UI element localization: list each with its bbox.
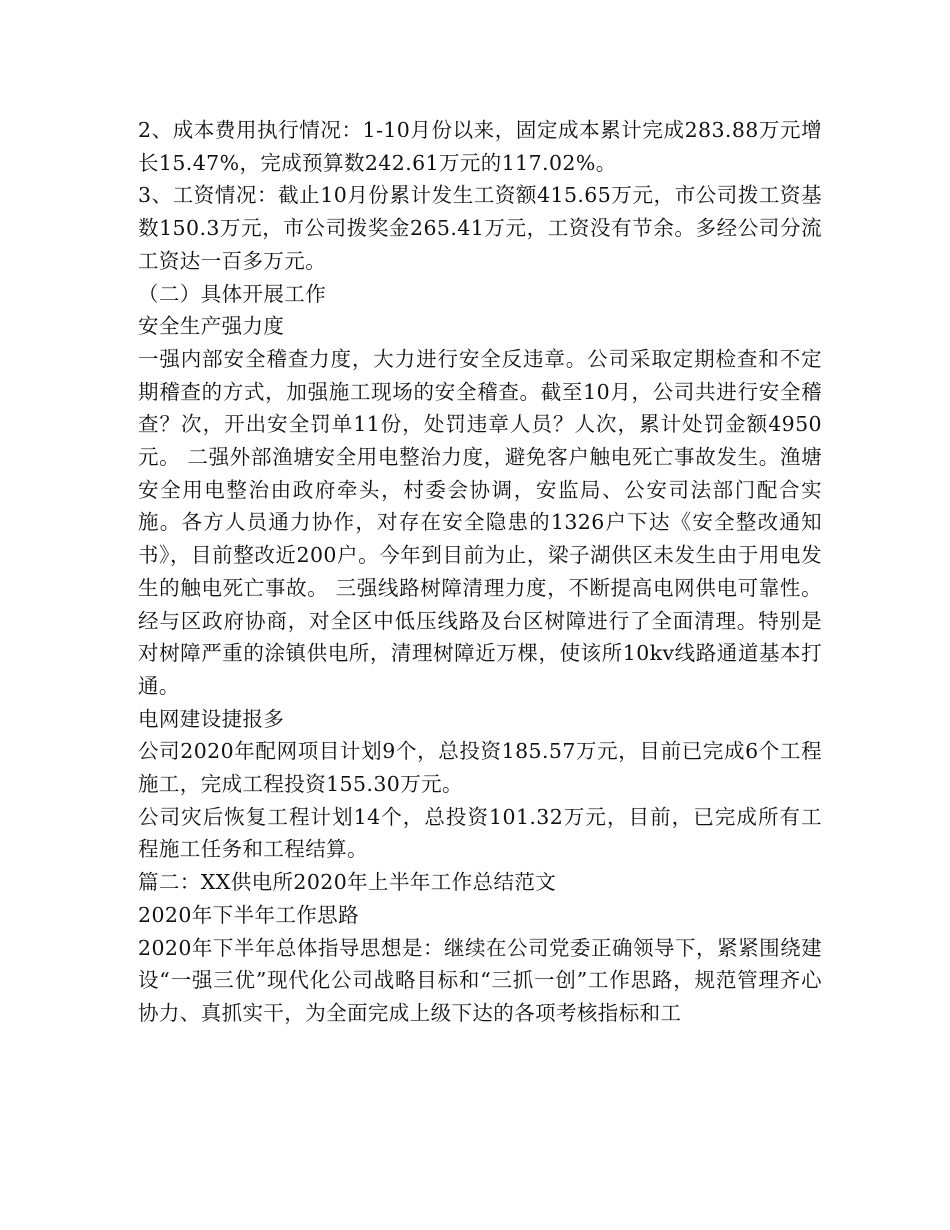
subheading-safety-production: 安全生产强力度 bbox=[138, 314, 285, 339]
paragraph-disaster-recovery: 公司灾后恢复工程计划14个，总投资101.32万元，目前，已完成所有工程施工任务和工程结算。 bbox=[138, 804, 822, 862]
subheading-second-half-plan: 2020年下半年工作思路 bbox=[138, 902, 359, 927]
article-title-part-two: 篇二：XX供电所2020年上半年工作总结范文 bbox=[138, 870, 557, 895]
section-heading-specific-work: （二）具体开展工作 bbox=[138, 281, 327, 306]
paragraph-safety-measures: 一强内部安全稽查力度，大力进行安全反违章。公司采取定期检查和不定期稽查的方式，加强施工现场的安全稽查。截至10月，公司共进行安全稽查？次，开出安全罚单11份，处罚违章人员？人次，累计处罚金额4950元。 二强外部渔塘安全用电整治力度，避免客户触电死亡事故发生。渔塘安全用电整治由政府牵头，村委会协调，安监局、公安司法部门配合实施。各方人员通力协作，对存在安全隐患的1326户下达《安全整改通知书》，目前整改近200户。今年到目前为止，梁子湖供区未发生由于用电发生的触电死亡事故。 三强线路树障清理力度，不断提高电网供电可靠性。经与区政府协商，对全区中低压线路及台区树障进行了全面清理。特别是对树障严重的涂镇供电所，清理树障近万棵，使该所10kv线路通道基本打通。 bbox=[138, 346, 822, 698]
paragraph-cost-execution: 2、成本费用执行情况：1-10月份以来，固定成本累计完成283.88万元增长15.47%，完成预算数242.61万元的117.02%。 bbox=[138, 118, 822, 175]
subheading-grid-construction: 电网建设捷报多 bbox=[138, 706, 285, 731]
paragraph-wage-status: 3、工资情况：截止10月份累计发生工资额415.65万元，市公司拨工资基数150.3万元，市公司拨奖金265.41万元，工资没有节余。多经公司分流工资达一百多万元。 bbox=[138, 183, 822, 273]
paragraph-guiding-ideology: 2020年下半年总体指导思想是：继续在公司党委正确领导下，紧紧围绕建设“一强三优”现代化公司战略目标和“三抓一创”工作思路，规范管理齐心协力、真抓实干，为全面完成上级下达的各项考核指标和工 bbox=[138, 935, 822, 1025]
paragraph-distribution-projects: 公司2020年配网项目计划9个，总投资185.57万元，目前已完成6个工程施工，完成工程投资155.30万元。 bbox=[138, 739, 822, 797]
